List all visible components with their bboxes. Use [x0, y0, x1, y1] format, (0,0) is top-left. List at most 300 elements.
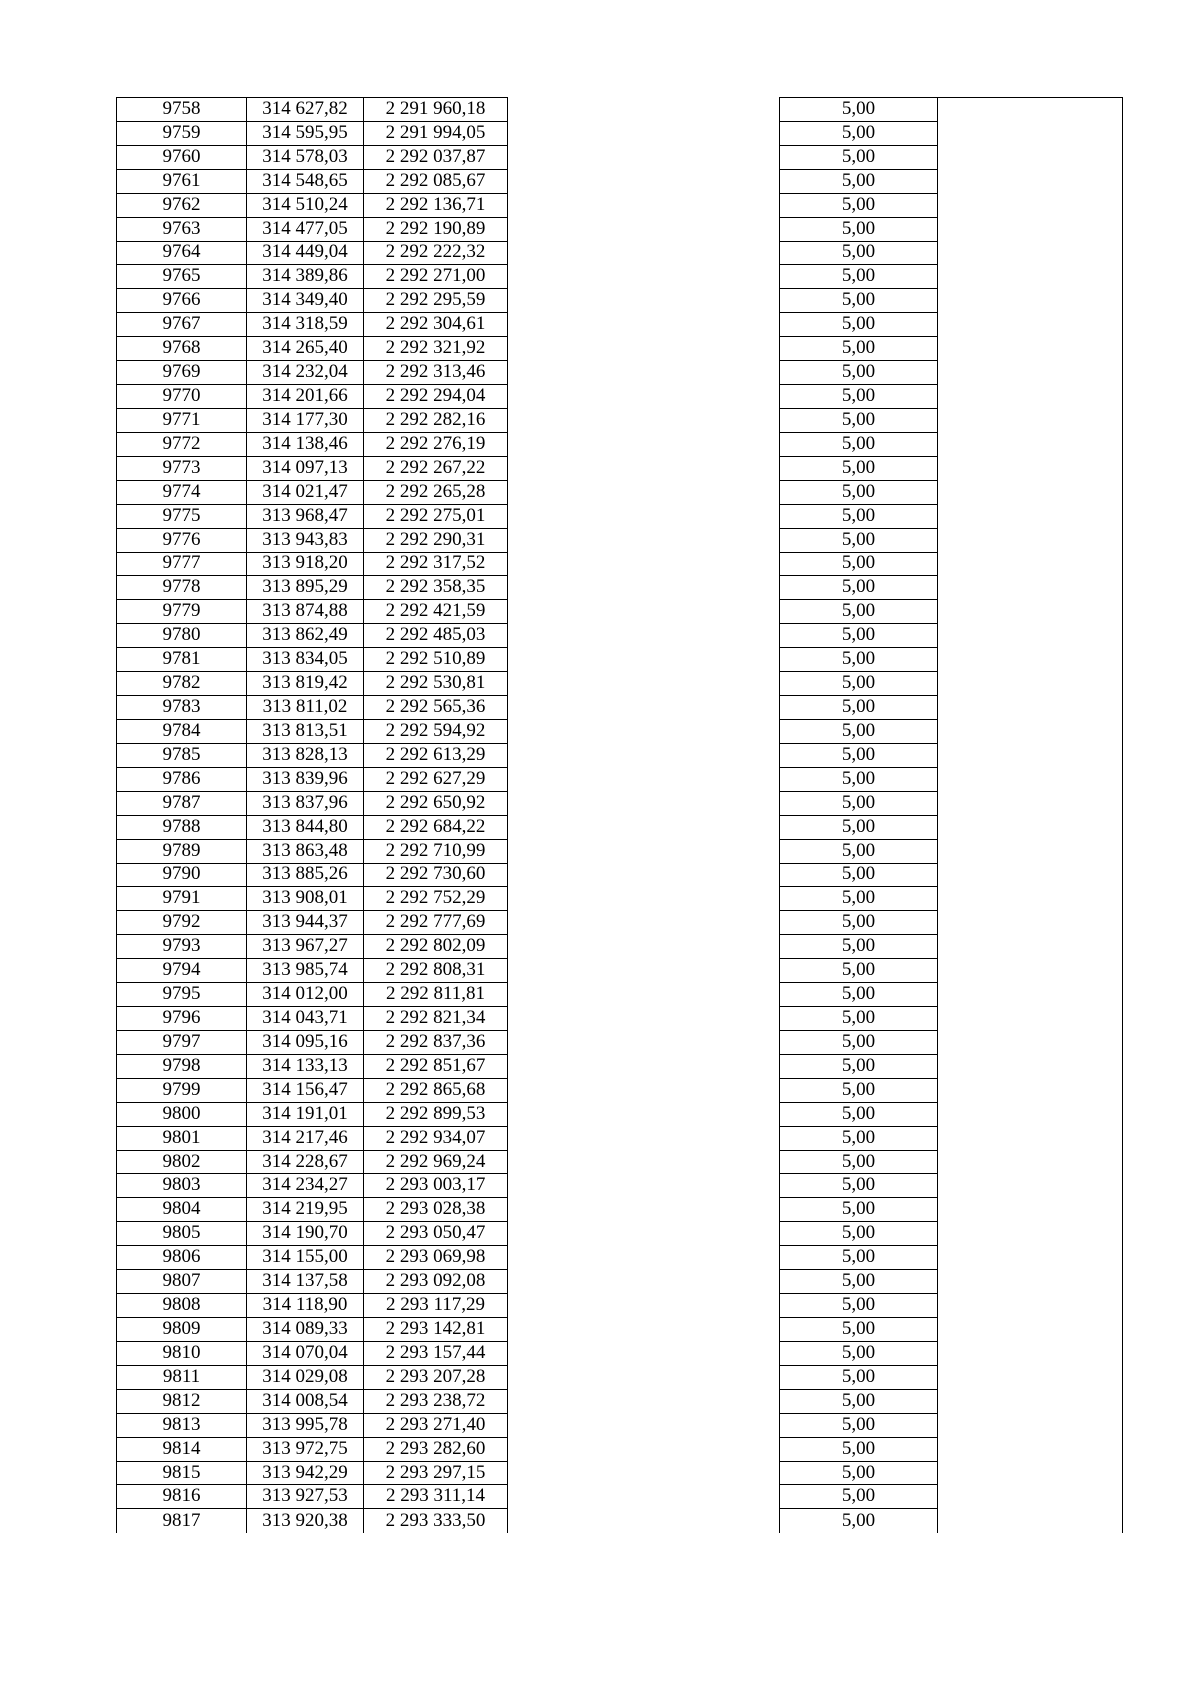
point-number-cell: 9792 — [117, 911, 247, 935]
y-coordinate-cell: 2 292 085,67 — [364, 169, 508, 193]
y-coordinate-cell: 2 293 092,08 — [364, 1270, 508, 1294]
table-row — [117, 743, 1123, 767]
table-row — [117, 456, 1123, 480]
tolerance-cell: 5,00 — [780, 528, 938, 552]
tolerance-cell: 5,00 — [780, 217, 938, 241]
tolerance-cell: 5,00 — [780, 839, 938, 863]
point-number-cell: 9801 — [117, 1126, 247, 1150]
tolerance-cell: 5,00 — [780, 911, 938, 935]
point-number-cell: 9769 — [117, 361, 247, 385]
empty-cell — [508, 743, 780, 767]
x-coordinate-cell: 313 828,13 — [247, 743, 364, 767]
empty-cell — [938, 983, 1123, 1007]
y-coordinate-cell: 2 292 565,36 — [364, 696, 508, 720]
y-coordinate-cell: 2 293 003,17 — [364, 1174, 508, 1198]
point-number-cell: 9795 — [117, 983, 247, 1007]
coordinates-table — [116, 97, 1123, 1533]
empty-cell — [508, 1294, 780, 1318]
empty-cell — [508, 839, 780, 863]
tolerance-cell: 5,00 — [780, 1222, 938, 1246]
y-coordinate-cell: 2 292 684,22 — [364, 815, 508, 839]
point-number-cell: 9777 — [117, 552, 247, 576]
tolerance-cell: 5,00 — [780, 1030, 938, 1054]
table-row — [117, 552, 1123, 576]
table-row — [117, 1030, 1123, 1054]
x-coordinate-cell: 313 839,96 — [247, 767, 364, 791]
empty-cell — [508, 193, 780, 217]
point-number-cell: 9782 — [117, 672, 247, 696]
y-coordinate-cell: 2 292 802,09 — [364, 935, 508, 959]
point-number-cell: 9813 — [117, 1413, 247, 1437]
table-row — [117, 480, 1123, 504]
empty-cell — [938, 121, 1123, 145]
x-coordinate-cell: 313 874,88 — [247, 600, 364, 624]
empty-cell — [938, 1102, 1123, 1126]
empty-cell — [938, 1198, 1123, 1222]
x-coordinate-cell: 314 190,70 — [247, 1222, 364, 1246]
empty-cell — [508, 1222, 780, 1246]
x-coordinate-cell: 314 137,58 — [247, 1270, 364, 1294]
empty-cell — [508, 576, 780, 600]
tolerance-cell: 5,00 — [780, 887, 938, 911]
y-coordinate-cell: 2 292 808,31 — [364, 959, 508, 983]
empty-cell — [508, 1198, 780, 1222]
y-coordinate-cell: 2 292 865,68 — [364, 1078, 508, 1102]
empty-cell — [508, 672, 780, 696]
empty-cell — [508, 98, 780, 122]
x-coordinate-cell: 314 177,30 — [247, 408, 364, 432]
point-number-cell: 9803 — [117, 1174, 247, 1198]
empty-cell — [508, 456, 780, 480]
x-coordinate-cell: 313 968,47 — [247, 504, 364, 528]
y-coordinate-cell: 2 293 069,98 — [364, 1246, 508, 1270]
y-coordinate-cell: 2 291 960,18 — [364, 98, 508, 122]
x-coordinate-cell: 313 920,38 — [247, 1509, 364, 1533]
y-coordinate-cell: 2 292 510,89 — [364, 648, 508, 672]
y-coordinate-cell: 2 292 222,32 — [364, 241, 508, 265]
table-row — [117, 600, 1123, 624]
empty-cell — [508, 1341, 780, 1365]
table-row — [117, 1509, 1123, 1533]
table-row — [117, 1222, 1123, 1246]
x-coordinate-cell: 313 995,78 — [247, 1413, 364, 1437]
table-row — [117, 624, 1123, 648]
tolerance-cell: 5,00 — [780, 289, 938, 313]
table-row — [117, 576, 1123, 600]
x-coordinate-cell: 314 228,67 — [247, 1150, 364, 1174]
tolerance-cell: 5,00 — [780, 169, 938, 193]
empty-cell — [508, 217, 780, 241]
y-coordinate-cell: 2 292 530,81 — [364, 672, 508, 696]
point-number-cell: 9771 — [117, 408, 247, 432]
table-row — [117, 504, 1123, 528]
x-coordinate-cell: 313 943,83 — [247, 528, 364, 552]
tolerance-cell: 5,00 — [780, 624, 938, 648]
table-row — [117, 361, 1123, 385]
point-number-cell: 9784 — [117, 719, 247, 743]
table-row — [117, 1126, 1123, 1150]
empty-cell — [938, 743, 1123, 767]
empty-cell — [938, 361, 1123, 385]
tolerance-cell: 5,00 — [780, 1485, 938, 1509]
empty-cell — [938, 1318, 1123, 1342]
point-number-cell: 9793 — [117, 935, 247, 959]
table-row — [117, 791, 1123, 815]
empty-cell — [508, 169, 780, 193]
tolerance-cell: 5,00 — [780, 672, 938, 696]
y-coordinate-cell: 2 292 317,52 — [364, 552, 508, 576]
table-row — [117, 337, 1123, 361]
empty-cell — [508, 863, 780, 887]
y-coordinate-cell: 2 292 485,03 — [364, 624, 508, 648]
x-coordinate-cell: 314 477,05 — [247, 217, 364, 241]
empty-cell — [508, 887, 780, 911]
y-coordinate-cell: 2 293 142,81 — [364, 1318, 508, 1342]
empty-cell — [508, 313, 780, 337]
point-number-cell: 9786 — [117, 767, 247, 791]
y-coordinate-cell: 2 293 333,50 — [364, 1509, 508, 1533]
empty-cell — [938, 98, 1123, 122]
table-row — [117, 1270, 1123, 1294]
table-row — [117, 935, 1123, 959]
empty-cell — [938, 313, 1123, 337]
x-coordinate-cell: 313 844,80 — [247, 815, 364, 839]
x-coordinate-cell: 314 012,00 — [247, 983, 364, 1007]
x-coordinate-cell: 314 510,24 — [247, 193, 364, 217]
y-coordinate-cell: 2 292 969,24 — [364, 1150, 508, 1174]
empty-cell — [938, 911, 1123, 935]
y-coordinate-cell: 2 292 811,81 — [364, 983, 508, 1007]
point-number-cell: 9796 — [117, 1007, 247, 1031]
empty-cell — [508, 289, 780, 313]
empty-cell — [508, 624, 780, 648]
x-coordinate-cell: 314 133,13 — [247, 1054, 364, 1078]
x-coordinate-cell: 314 449,04 — [247, 241, 364, 265]
y-coordinate-cell: 2 292 271,00 — [364, 265, 508, 289]
tolerance-cell: 5,00 — [780, 1437, 938, 1461]
table-row — [117, 1318, 1123, 1342]
table-row — [117, 696, 1123, 720]
empty-cell — [938, 600, 1123, 624]
empty-cell — [938, 1485, 1123, 1509]
empty-cell — [938, 432, 1123, 456]
x-coordinate-cell: 313 927,53 — [247, 1485, 364, 1509]
tolerance-cell: 5,00 — [780, 385, 938, 409]
table-row — [117, 1246, 1123, 1270]
empty-cell — [938, 337, 1123, 361]
empty-cell — [508, 432, 780, 456]
tolerance-cell: 5,00 — [780, 815, 938, 839]
tolerance-cell: 5,00 — [780, 480, 938, 504]
tolerance-cell: 5,00 — [780, 983, 938, 1007]
y-coordinate-cell: 2 291 994,05 — [364, 121, 508, 145]
y-coordinate-cell: 2 293 282,60 — [364, 1437, 508, 1461]
empty-cell — [508, 696, 780, 720]
empty-cell — [508, 528, 780, 552]
empty-cell — [938, 1413, 1123, 1437]
x-coordinate-cell: 313 885,26 — [247, 863, 364, 887]
point-number-cell: 9787 — [117, 791, 247, 815]
empty-cell — [938, 839, 1123, 863]
empty-cell — [938, 887, 1123, 911]
table-row — [117, 767, 1123, 791]
x-coordinate-cell: 314 089,33 — [247, 1318, 364, 1342]
y-coordinate-cell: 2 292 282,16 — [364, 408, 508, 432]
table-row — [117, 145, 1123, 169]
point-number-cell: 9805 — [117, 1222, 247, 1246]
x-coordinate-cell: 314 043,71 — [247, 1007, 364, 1031]
empty-cell — [508, 552, 780, 576]
tolerance-cell: 5,00 — [780, 1102, 938, 1126]
point-number-cell: 9780 — [117, 624, 247, 648]
table-row — [117, 1413, 1123, 1437]
table-row — [117, 1485, 1123, 1509]
point-number-cell: 9804 — [117, 1198, 247, 1222]
empty-cell — [938, 1030, 1123, 1054]
empty-cell — [938, 959, 1123, 983]
tolerance-cell: 5,00 — [780, 121, 938, 145]
tolerance-cell: 5,00 — [780, 791, 938, 815]
empty-cell — [938, 935, 1123, 959]
empty-cell — [938, 767, 1123, 791]
table-row — [117, 1174, 1123, 1198]
x-coordinate-cell: 314 156,47 — [247, 1078, 364, 1102]
y-coordinate-cell: 2 293 117,29 — [364, 1294, 508, 1318]
tolerance-cell: 5,00 — [780, 1294, 938, 1318]
x-coordinate-cell: 313 944,37 — [247, 911, 364, 935]
empty-cell — [938, 576, 1123, 600]
table-row — [117, 1461, 1123, 1485]
y-coordinate-cell: 2 292 321,92 — [364, 337, 508, 361]
point-number-cell: 9781 — [117, 648, 247, 672]
empty-cell — [508, 600, 780, 624]
empty-cell — [938, 1078, 1123, 1102]
empty-cell — [508, 911, 780, 935]
point-number-cell: 9768 — [117, 337, 247, 361]
table-row — [117, 648, 1123, 672]
point-number-cell: 9800 — [117, 1102, 247, 1126]
empty-cell — [508, 648, 780, 672]
table-row — [117, 385, 1123, 409]
empty-cell — [938, 528, 1123, 552]
tolerance-cell: 5,00 — [780, 504, 938, 528]
point-number-cell: 9806 — [117, 1246, 247, 1270]
point-number-cell: 9791 — [117, 887, 247, 911]
y-coordinate-cell: 2 292 421,59 — [364, 600, 508, 624]
tolerance-cell: 5,00 — [780, 1270, 938, 1294]
table-row — [117, 193, 1123, 217]
x-coordinate-cell: 314 201,66 — [247, 385, 364, 409]
table-row — [117, 1365, 1123, 1389]
table-row — [117, 121, 1123, 145]
table-row — [117, 1294, 1123, 1318]
table-row — [117, 169, 1123, 193]
empty-cell — [508, 480, 780, 504]
empty-cell — [938, 815, 1123, 839]
x-coordinate-cell: 314 219,95 — [247, 1198, 364, 1222]
y-coordinate-cell: 2 293 311,14 — [364, 1485, 508, 1509]
empty-cell — [508, 1509, 780, 1533]
empty-cell — [938, 385, 1123, 409]
y-coordinate-cell: 2 292 358,35 — [364, 576, 508, 600]
point-number-cell: 9817 — [117, 1509, 247, 1533]
point-number-cell: 9798 — [117, 1054, 247, 1078]
x-coordinate-cell: 314 389,86 — [247, 265, 364, 289]
point-number-cell: 9770 — [117, 385, 247, 409]
x-coordinate-cell: 314 232,04 — [247, 361, 364, 385]
table-row — [117, 839, 1123, 863]
empty-cell — [508, 1030, 780, 1054]
tolerance-cell: 5,00 — [780, 265, 938, 289]
point-number-cell: 9789 — [117, 839, 247, 863]
empty-cell — [938, 1126, 1123, 1150]
x-coordinate-cell: 313 985,74 — [247, 959, 364, 983]
x-coordinate-cell: 314 097,13 — [247, 456, 364, 480]
empty-cell — [508, 265, 780, 289]
tolerance-cell: 5,00 — [780, 1054, 938, 1078]
empty-cell — [508, 1270, 780, 1294]
table-row — [117, 1078, 1123, 1102]
point-number-cell: 9776 — [117, 528, 247, 552]
empty-cell — [508, 983, 780, 1007]
tolerance-cell: 5,00 — [780, 1318, 938, 1342]
empty-cell — [938, 1174, 1123, 1198]
table-row — [117, 241, 1123, 265]
empty-cell — [508, 1461, 780, 1485]
point-number-cell: 9802 — [117, 1150, 247, 1174]
x-coordinate-cell: 314 008,54 — [247, 1389, 364, 1413]
empty-cell — [938, 480, 1123, 504]
x-coordinate-cell: 313 811,02 — [247, 696, 364, 720]
empty-cell — [508, 241, 780, 265]
table-row — [117, 719, 1123, 743]
point-number-cell: 9775 — [117, 504, 247, 528]
point-number-cell: 9759 — [117, 121, 247, 145]
table-row — [117, 983, 1123, 1007]
empty-cell — [938, 552, 1123, 576]
empty-cell — [938, 217, 1123, 241]
point-number-cell: 9783 — [117, 696, 247, 720]
y-coordinate-cell: 2 292 752,29 — [364, 887, 508, 911]
point-number-cell: 9799 — [117, 1078, 247, 1102]
empty-cell — [938, 863, 1123, 887]
empty-cell — [508, 791, 780, 815]
table-row — [117, 432, 1123, 456]
tolerance-cell: 5,00 — [780, 600, 938, 624]
y-coordinate-cell: 2 292 594,92 — [364, 719, 508, 743]
table-row — [117, 911, 1123, 935]
point-number-cell: 9773 — [117, 456, 247, 480]
empty-cell — [938, 1365, 1123, 1389]
tolerance-cell: 5,00 — [780, 361, 938, 385]
y-coordinate-cell: 2 293 271,40 — [364, 1413, 508, 1437]
x-coordinate-cell: 313 967,27 — [247, 935, 364, 959]
y-coordinate-cell: 2 292 267,22 — [364, 456, 508, 480]
point-number-cell: 9760 — [117, 145, 247, 169]
point-number-cell: 9761 — [117, 169, 247, 193]
table-row — [117, 1102, 1123, 1126]
empty-cell — [508, 719, 780, 743]
y-coordinate-cell: 2 292 275,01 — [364, 504, 508, 528]
empty-cell — [508, 1150, 780, 1174]
empty-cell — [508, 1102, 780, 1126]
point-number-cell: 9807 — [117, 1270, 247, 1294]
y-coordinate-cell: 2 293 297,15 — [364, 1461, 508, 1485]
empty-cell — [938, 1054, 1123, 1078]
x-coordinate-cell: 314 191,01 — [247, 1102, 364, 1126]
x-coordinate-cell: 314 138,46 — [247, 432, 364, 456]
empty-cell — [938, 145, 1123, 169]
table-row — [117, 289, 1123, 313]
empty-cell — [938, 1270, 1123, 1294]
point-number-cell: 9811 — [117, 1365, 247, 1389]
empty-cell — [938, 624, 1123, 648]
empty-cell — [508, 337, 780, 361]
empty-cell — [508, 1365, 780, 1389]
empty-cell — [938, 791, 1123, 815]
point-number-cell: 9790 — [117, 863, 247, 887]
tolerance-cell: 5,00 — [780, 1509, 938, 1533]
point-number-cell: 9785 — [117, 743, 247, 767]
point-number-cell: 9794 — [117, 959, 247, 983]
tolerance-cell: 5,00 — [780, 767, 938, 791]
table-row — [117, 959, 1123, 983]
empty-cell — [508, 361, 780, 385]
x-coordinate-cell: 313 918,20 — [247, 552, 364, 576]
x-coordinate-cell: 314 595,95 — [247, 121, 364, 145]
point-number-cell: 9766 — [117, 289, 247, 313]
empty-cell — [938, 193, 1123, 217]
table-row — [117, 217, 1123, 241]
x-coordinate-cell: 314 095,16 — [247, 1030, 364, 1054]
empty-cell — [508, 1246, 780, 1270]
tolerance-cell: 5,00 — [780, 98, 938, 122]
empty-cell — [508, 959, 780, 983]
tolerance-cell: 5,00 — [780, 935, 938, 959]
tolerance-cell: 5,00 — [780, 1389, 938, 1413]
x-coordinate-cell: 314 548,65 — [247, 169, 364, 193]
tolerance-cell: 5,00 — [780, 313, 938, 337]
x-coordinate-cell: 314 155,00 — [247, 1246, 364, 1270]
empty-cell — [938, 1389, 1123, 1413]
y-coordinate-cell: 2 292 276,19 — [364, 432, 508, 456]
tolerance-cell: 5,00 — [780, 1461, 938, 1485]
empty-cell — [938, 289, 1123, 313]
point-number-cell: 9762 — [117, 193, 247, 217]
y-coordinate-cell: 2 292 313,46 — [364, 361, 508, 385]
y-coordinate-cell: 2 292 037,87 — [364, 145, 508, 169]
empty-cell — [938, 265, 1123, 289]
tolerance-cell: 5,00 — [780, 1078, 938, 1102]
empty-cell — [938, 1246, 1123, 1270]
tolerance-cell: 5,00 — [780, 432, 938, 456]
x-coordinate-cell: 314 627,82 — [247, 98, 364, 122]
x-coordinate-cell: 314 265,40 — [247, 337, 364, 361]
point-number-cell: 9812 — [117, 1389, 247, 1413]
empty-cell — [938, 1294, 1123, 1318]
empty-cell — [508, 1413, 780, 1437]
x-coordinate-cell: 313 942,29 — [247, 1461, 364, 1485]
table-row — [117, 887, 1123, 911]
empty-cell — [508, 504, 780, 528]
table-row — [117, 528, 1123, 552]
empty-cell — [508, 1054, 780, 1078]
empty-cell — [508, 1078, 780, 1102]
y-coordinate-cell: 2 292 851,67 — [364, 1054, 508, 1078]
empty-cell — [938, 1437, 1123, 1461]
y-coordinate-cell: 2 292 899,53 — [364, 1102, 508, 1126]
empty-cell — [508, 1007, 780, 1031]
